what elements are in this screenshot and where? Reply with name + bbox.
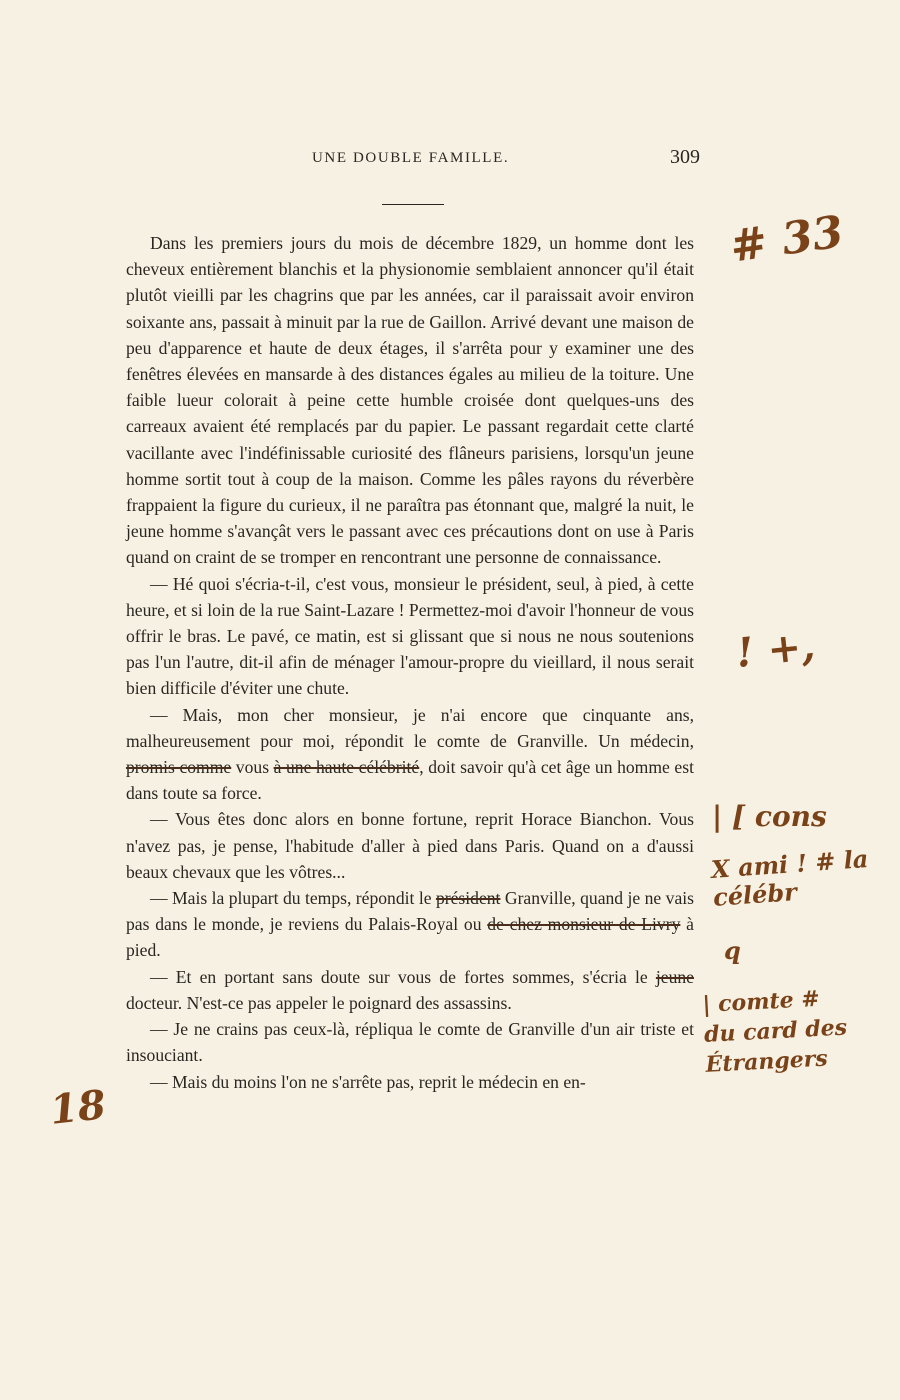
page-number: 309 — [670, 146, 700, 168]
paragraph-7: — Je ne crains pas ceux-là, répliqua le comte de Granville d'un air triste et insouciant. — [126, 1019, 694, 1066]
text-run: , doit savoir qu'à cet âge un homme est dans toute sa force. — [126, 757, 694, 804]
margin-annotation: ! +, — [733, 622, 818, 677]
margin-annotation: 18 — [47, 1081, 108, 1134]
paragraph-3 — [126, 702, 694, 807]
text-run: docteur. N'est-ce pas appeler le poignard des assassins. — [126, 992, 512, 1013]
text-run: — Mais, mon cher monsieur, je n'ai encore que cinquante ans, malheureusement pour moi, répondit le comte de Granville. Un médecin, — [126, 704, 694, 751]
running-head — [124, 146, 700, 174]
body-text — [126, 230, 694, 1095]
text-run: — Et en portant sans doute sur vous de fortes sommes, s'écria le — [150, 966, 656, 987]
running-title: UNE DOUBLE FAMILLE. — [312, 150, 510, 166]
paragraph-8: — Mais du moins l'on ne s'arrête pas, reprit le médecin en en- — [150, 1071, 586, 1092]
struck-text: de chez monsieur de Livry — [487, 914, 681, 935]
struck-text: à une haute célébrité — [273, 757, 420, 778]
text-run: vous — [231, 757, 274, 778]
text-run: — Mais la plupart du temps, répondit le — [150, 888, 436, 909]
paragraph-6 — [126, 964, 694, 1016]
margin-annotation: | [ cons — [712, 800, 827, 833]
struck-text: promis comme — [126, 757, 232, 778]
paragraph-1: Dans les premiers jours du mois de décembre 1829, un homme dont les cheveux entièrement blanchis et la physionomie semblaient annoncer qu'il était plutôt vieilli par les chagrins que par les années, car il paraissait avoir environ soixante ans, passait à minuit par la rue de Gaillon. Arrivé devant une maison de peu d'apparence et haute de deux étages, il s'arrêta pour y examiner une des fenêtres élevées en mansarde à des distances égales au milieu de la toiture. Une faible lueur colorait à peine cette humble croisée dont quelques-uns des carreaux avaient été remplacés par du papier. Le passant regardait cette clarté vacillante avec l'indéfinissable curiosité des flâneurs parisiens, lorsqu'un jeune homme sortit tout à coup de la maison. Comme les pâles rayons du réverbère frappaient la figure du curieux, il ne paraîtra pas étonnant que, malgré la nuit, le jeune homme s'avançât vers le passant avec ces précautions dont on use à Paris quand on craint de se tromper en rencontrant une personne de connaissance. — [126, 233, 694, 568]
margin-annotation: | comte # du card des Étrangers — [701, 985, 848, 1078]
margin-annotation: # 33 — [727, 206, 847, 273]
header-rule — [382, 204, 444, 205]
paragraph-5 — [126, 885, 694, 964]
struck-text: président — [435, 888, 501, 909]
margin-annotation: q — [724, 936, 741, 965]
struck-text: jeune — [655, 966, 694, 987]
text-run: Granville, quand je ne vais pas dans le monde, je reviens du Palais-Royal ou — [126, 888, 694, 935]
text-run: à pied. — [126, 914, 694, 961]
paragraph-2: — Hé quoi s'écria-t-il, c'est vous, monsieur le président, seul, à pied, à cette heure, et si loin de la rue Saint-Lazare ! Permettez-moi d'avoir l'honneur de vous offrir le bras. Le pavé, ce matin, est si glissant que si nous ne nous soutenions pas l'un l'autre, dit-il afin de ménager l'amour-propre du vieillard, il nous serait bien difficile d'éviter une chute. — [126, 573, 694, 699]
paragraph-4: — Vous êtes donc alors en bonne fortune, reprit Horace Bianchon. Vous n'avez pas, je pense, l'habitude d'aller à pied dans Paris. Quand on a d'aussi beaux chevaux que les vôtres... — [126, 809, 694, 882]
margin-annotation: X ami ! # la célébr — [710, 844, 870, 912]
